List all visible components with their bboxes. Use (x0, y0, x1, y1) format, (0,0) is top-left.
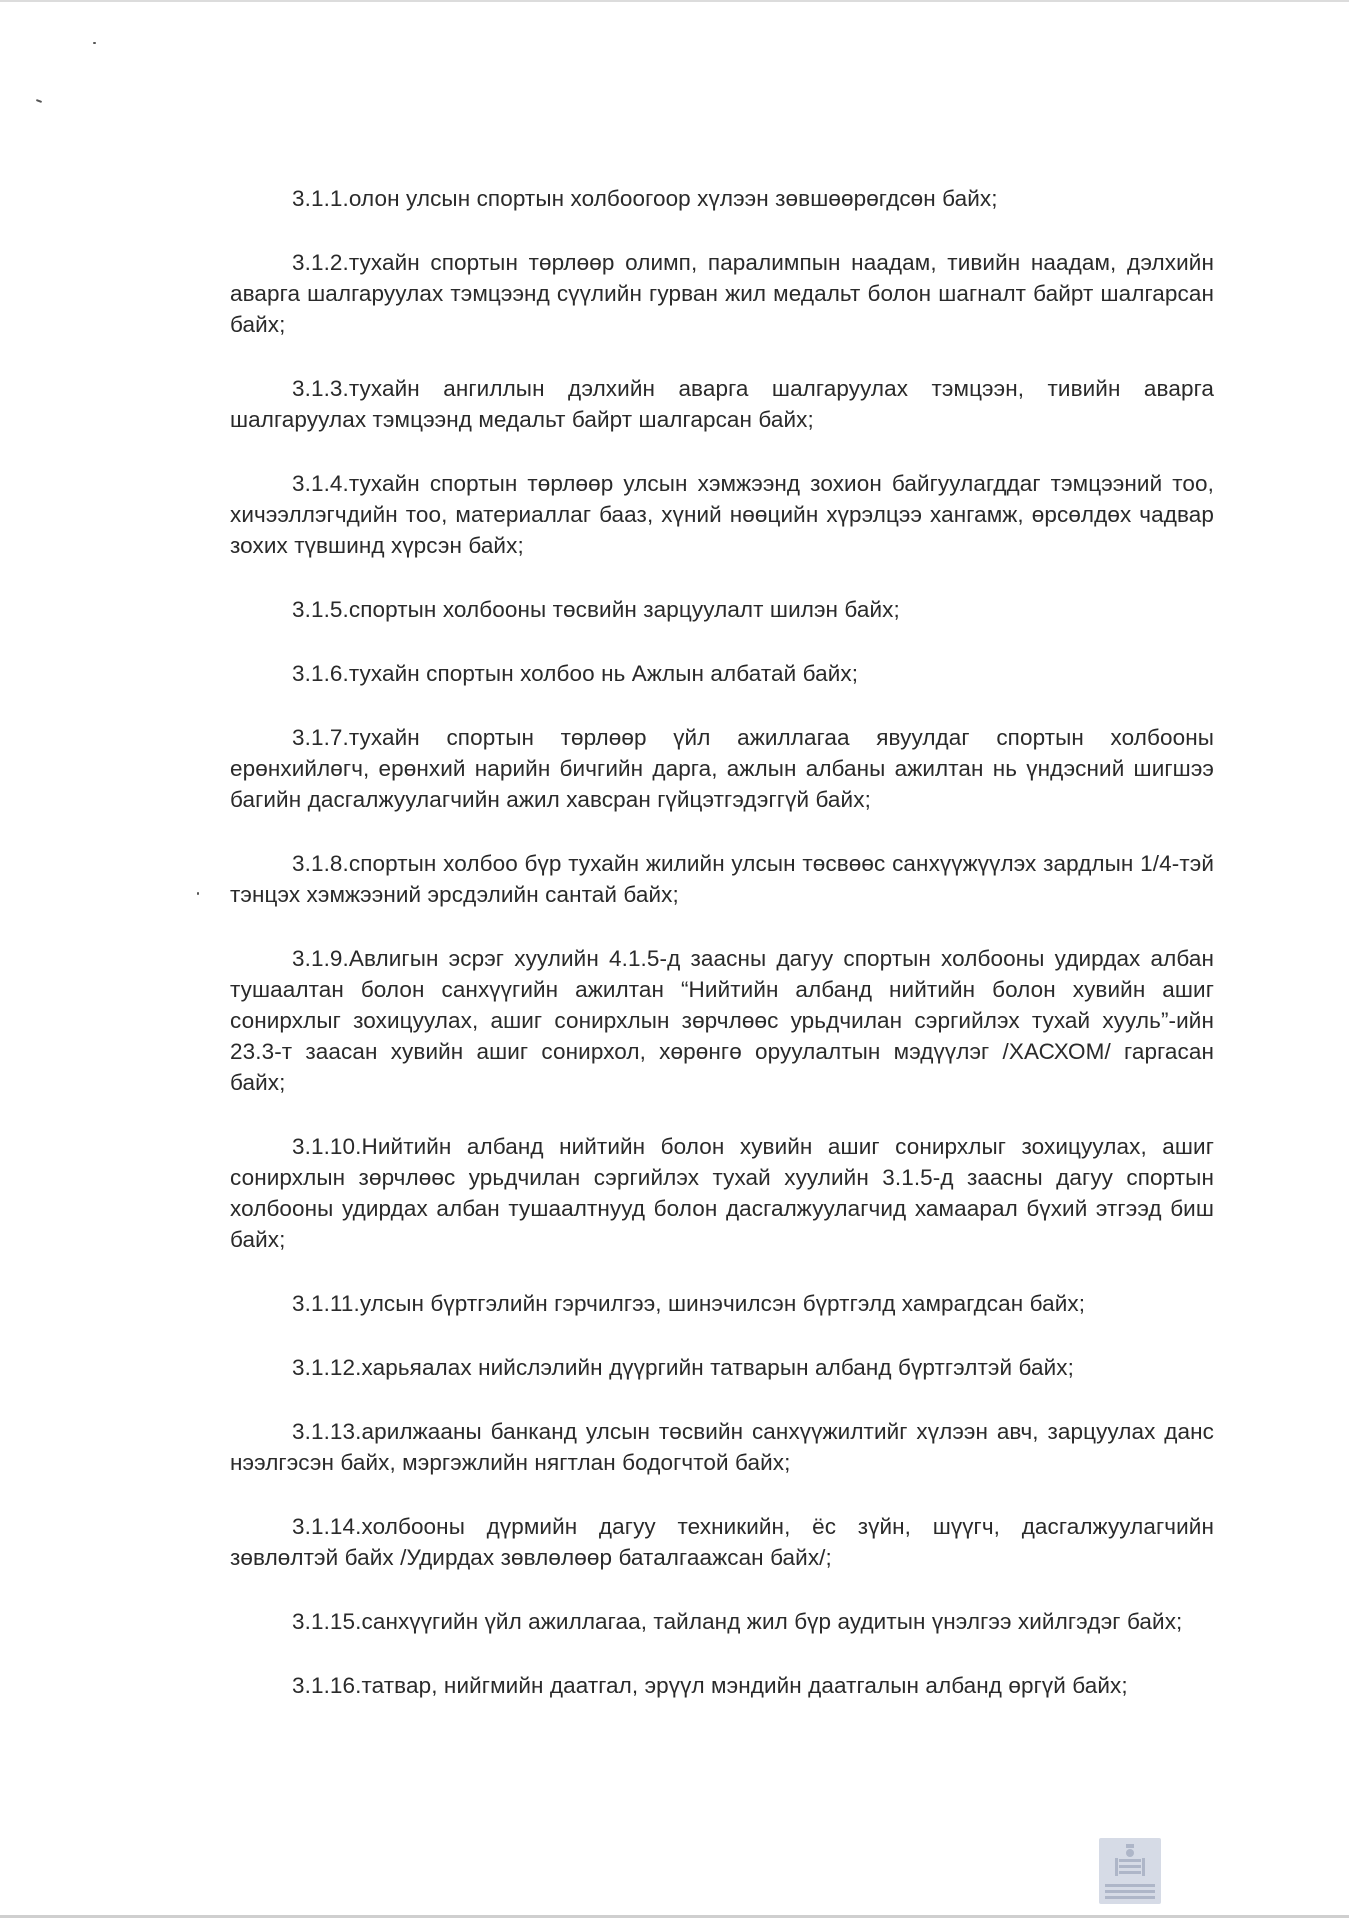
clause-3-1-3: 3.1.3.тухайн ангиллын дэлхийн аварга шалгаруулах тэмцээн, тивийн аварга шалгаруулах тэмцээнд медальт байрт шалгарсан байх; (230, 376, 1214, 432)
clause-3-1-15: 3.1.15.санхүүгийн үйл ажиллагаа, тайланд жил бүр аудитын үнэлгээ хийлгэдэг байх; (292, 1609, 1183, 1634)
clause-3-1-12: 3.1.12.харьяалах нийслэлийн дүүргийн татварын албанд бүртгэлтэй байх; (292, 1355, 1074, 1380)
scan-speck (36, 99, 42, 103)
scan-speck (197, 892, 199, 895)
scan-speck (93, 42, 96, 44)
clause-3-1-8: 3.1.8.спортын холбоо бүр тухайн жилийн улсын төсвөөс санхүүжүүлэх зардлын 1/4-тэй тэнцэх хэмжээний эрсдэлийн сантай байх; (230, 851, 1214, 907)
clause-3-1-9: 3.1.9.Авлигын эсрэг хуулийн 4.1.5-д заасны дагуу спортын холбооны удирдах албан тушаалтан болон санхүүгийн ажилтан “Нийтийн албанд нийтийн болон хувийн ашиг сонирхлыг зохицуулах, ашиг сонирхлын зөрчлөөс урьдчилан сэргийлэх тухай хууль”-ийн 23.3-т заасан хувийн ашиг сонирхол, хөрөнгө оруулалтын мэдүүлэг /ХАСХОМ/ гаргасан байх; (230, 946, 1214, 1095)
clause-3-1-14: 3.1.14.холбооны дүрмийн дагуу техникийн, ёс зүйн, шүүгч, дасгалжуулагчийн зөвлөлтэй байх /Удирдах зөвлөлөөр баталгаажсан байх/; (230, 1514, 1214, 1570)
scan-top-edge (0, 0, 1349, 2)
clause-3-1-11: 3.1.11.улсын бүртгэлийн гэрчилгээ, шинэчилсэн бүртгэлд хамрагдсан байх; (292, 1291, 1086, 1316)
document-body (230, 183, 1214, 1734)
seal-caption-lines (1105, 1884, 1155, 1902)
clause-3-1-6: 3.1.6.тухайн спортын холбоо нь Ажлын албатай байх; (292, 661, 859, 686)
clause-3-1-2: 3.1.2.тухайн спортын төрлөөр олимп, паралимпын наадам, тивийн наадам, дэлхийн аварга шалгаруулах тэмцээнд сүүлийн гурван жил медальт болон шагналт байрт шалгарсан байх; (230, 250, 1214, 337)
soyombo-icon (1099, 1838, 1161, 1882)
clause-3-1-13: 3.1.13.арилжааны банканд улсын төсвийн санхүүжилтийг хүлээн авч, зарцуулах данс нээлгэсэн байх, мэргэжлийн нягтлан бодогчтой байх; (230, 1419, 1214, 1475)
clause-3-1-4: 3.1.4.тухайн спортын төрлөөр улсын хэмжээнд зохион байгуулагддаг тэмцээний тоо, хичээллэгчдийн тоо, материаллаг бааз, хүний нөөцийн хүрэлцээ хангамж, өрсөлдөх чадвар зохих түвшинд хүрсэн байх; (230, 471, 1214, 558)
mongolia-government-seal-icon (1099, 1838, 1161, 1904)
clause-3-1-1: 3.1.1.олон улсын спортын холбоогоор хүлээн зөвшөөрөгдсөн байх; (292, 186, 998, 211)
clause-3-1-5: 3.1.5.спортын холбооны төсвийн зарцуулалт шилэн байх; (292, 597, 900, 622)
clause-3-1-7: 3.1.7.тухайн спортын төрлөөр үйл ажиллагаа явуулдаг спортын холбооны ерөнхийлөгч, ерөнхий нарийн бичгийн дарга, ажлын албаны ажилтан нь үндэсний шигшээ багийн дасгалжуулагчийн ажил хавсран гүйцэтгэдэггүй байх; (230, 725, 1214, 812)
clause-3-1-16: 3.1.16.татвар, нийгмийн даатгал, эрүүл мэндийн даатгалын албанд өргүй байх; (292, 1673, 1128, 1698)
clause-3-1-10: 3.1.10.Нийтийн албанд нийтийн болон хувийн ашиг сонирхлыг зохицуулах, ашиг сонирхлын зөрчлөөс урьдчилан сэргийлэх тухай хуулийн 3.1.5-д заасны дагуу спортын холбооны удирдах албан тушаалтнууд болон дасгалжуулагчид хамаарал бүхий этгээд биш байх; (230, 1134, 1214, 1252)
